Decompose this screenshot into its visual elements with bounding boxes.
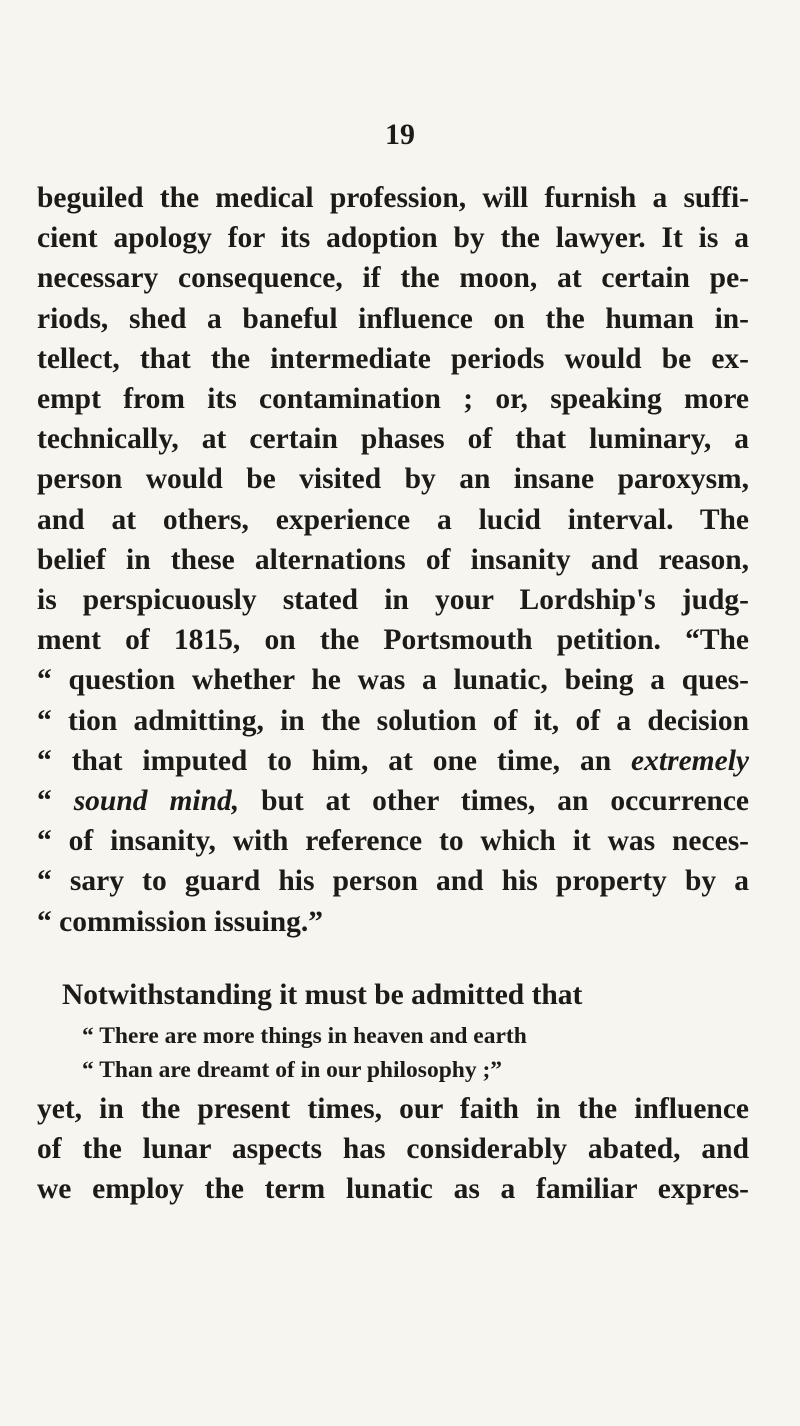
quoted-text: sary to guard his person and his property by a [69, 865, 750, 898]
quoted-line [37, 660, 749, 700]
text-line: cient apology for its adoption by the lawyer. It is a [37, 222, 749, 255]
quoted-line [37, 701, 749, 741]
quote-mark: “ [37, 785, 52, 818]
verse-quotation [37, 1019, 749, 1087]
text-line: ment of 1815, on the Portsmouth petition. “The [37, 624, 749, 657]
quoted-line [37, 821, 749, 861]
quote-mark: “ [37, 704, 52, 737]
italic-text: sound mind, [73, 785, 240, 818]
text-line: Notwithstanding it must be admitted that [62, 978, 583, 1011]
quoted-line [37, 861, 749, 901]
quoted-line [37, 741, 749, 781]
text-line: tellect, that the intermediate periods would be ex- [37, 342, 749, 375]
quote-mark: “ [37, 744, 52, 777]
quote-mark: “ [37, 865, 52, 898]
text-line: beguiled the medical profession, will furnish a suffi- [37, 182, 749, 214]
text-line: belief in these alternations of insanity and reason, [37, 543, 749, 576]
text-line: is perspicuously stated in your Lordship's judg- [37, 584, 749, 617]
text-line: we employ the term lunatic as a familiar expres- [37, 1173, 749, 1206]
quoted-text: tion admitting, in the solution of it, of a decision [68, 704, 750, 737]
quote-mark: “ [37, 825, 52, 858]
quoted-text: commission issuing.” [59, 905, 324, 938]
quoted-text: but at other times, an occurrence [239, 785, 750, 818]
text-line: of the lunar aspects has considerably abated, and [37, 1133, 749, 1166]
quote-mark: “ [37, 664, 52, 697]
quoted-text: of insanity, with reference to which it was neces- [68, 825, 750, 858]
quoted-line [37, 902, 749, 942]
quoted-text: question whether he was a lunatic, being a ques- [68, 664, 749, 697]
text-line: and at others, experience a lucid interval. The [37, 503, 749, 536]
quoted-line [37, 781, 749, 821]
quoted-text: that imputed to him, at one time, an [71, 744, 632, 777]
verse-line: “ There are more things in heaven and earth [82, 1023, 527, 1050]
body-text [37, 178, 749, 1210]
text-line: empt from its contamination ; or, speaking more [37, 383, 749, 416]
quote-mark: “ [37, 905, 52, 938]
page-number: 19 [385, 118, 415, 151]
text-line: riods, shed a baneful influence on the human in- [37, 302, 749, 335]
verse-line: “ Than are dreamt of in our philosophy ;” [82, 1057, 503, 1084]
text-line: yet, in the present times, our faith in the influence [37, 1093, 749, 1126]
italic-text: extremely [631, 744, 749, 777]
text-line: necessary consequence, if the moon, at certain pe- [37, 262, 749, 295]
text-line: technically, at certain phases of that luminary, a [37, 423, 749, 456]
text-line: person would be visited by an insane paroxysm, [37, 463, 749, 496]
